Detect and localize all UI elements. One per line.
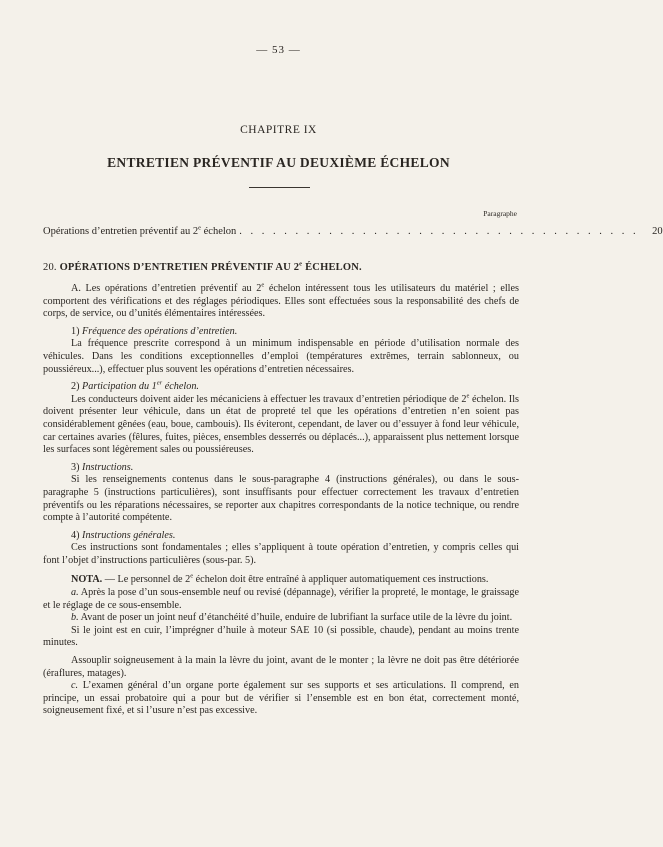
chapter-label: CHAPITRE IX xyxy=(240,124,317,136)
paragraph-nota: NOTA. — Le personnel de 2e échelon doit être entraîné à appliquer automatiquement ces instructions. xyxy=(71,573,489,586)
paragraph-instructions: Si les renseignements contenus dans le sous-paragraphe 4 (instructions générales), ou dans le sous-paragraphe 5 (instructions particulières), sont insuffisants pour effectuer correctement les travaux d’entretien préventifs ou les réparations nécessaires, se reporter aux chapitres correspondants de la notice technique, ou rendre compte à l’autorité compétente. xyxy=(43,474,519,524)
paragraph-intro: A. Les opérations d’entretien préventif au 2e échelon intéressent tous les utilisateurs du matériel ; elles comportent des vérifications et des réglages périodiques. Elles sont effectuées sous la responsabilité des chefs de corps, de service, ou d’unités élémentaires intéressées. xyxy=(43,281,519,320)
subheading-instructions: 3) Instructions. xyxy=(71,461,134,473)
subheading-participation: 2) Participation du 1er échelon. xyxy=(71,379,199,393)
toc-leader-dots: . . . . . . . . . . . . . . . . . . . . . . . . . . . . . . . . . . . . xyxy=(239,226,639,237)
section-heading xyxy=(43,262,362,273)
toc-entry-label: Opérations d’entretien préventif au 2e échelon xyxy=(43,224,237,237)
section-title: OPÉRATIONS D’ENTRETIEN PRÉVENTIF AU 2e ÉCHELON. xyxy=(59,260,362,273)
section-number: 20. xyxy=(43,262,57,273)
title-divider xyxy=(249,187,310,188)
toc-entry-number: 20 xyxy=(652,226,663,237)
paragraph-b: b. Avant de poser un joint neuf d’étanchéité d’huile, enduire de lubrifiant la surface utile de la lèvre du joint. xyxy=(71,612,513,624)
paragraph-instructions-generales: Ces instructions sont fondamentales ; elles s’appliquent à toute opération d’entretien, y compris celles qui font l’objet d’instructions particulières (sous-par. 5). xyxy=(43,542,519,566)
toc-column-header: Paragraphe xyxy=(483,209,517,218)
page-number: — 53 — xyxy=(256,44,301,56)
paragraph-b-assouplir: Assouplir soigneusement à la main la lèvre du joint, avant de le monter ; la lèvre ne doit pas être détériorée (éraflures, matages). xyxy=(43,655,519,679)
subheading-instructions-generales: 4) Instructions générales. xyxy=(71,529,176,541)
toc-entry xyxy=(43,224,663,237)
subheading-frequence: 1) Fréquence des opérations d’entretien. xyxy=(71,325,238,337)
paragraph-c: c. L’examen général d’un organe porte également sur ses supports et ses articulations. Il comprend, en principe, un essai probatoire qui a pour but de vérifier si l’ensemble est en bon état, correctement monté, soigneusement fixé, et si l’usure n’est pas excessive. xyxy=(43,680,519,717)
paragraph-a: a. Après la pose d’un sous-ensemble neuf ou revisé (dépannage), vérifier la propreté, le montage, le graissage et le réglage de ce sous-ensemble. xyxy=(43,587,519,611)
body-text xyxy=(43,283,519,718)
chapter-title: ENTRETIEN PRÉVENTIF AU DEUXIÈME ÉCHELON xyxy=(107,155,450,170)
paragraph-frequence: La fréquence prescrite correspond à un minimum indispensable en période d’utilisation normale des véhicules. Dans les conditions exceptionnelles d’emploi (températures extrêmes, terrain sablonneux, ou poussiéreux...), effectuer plus souvent les opérations d’entretien nécessaires. xyxy=(43,338,519,375)
paragraph-b-cuir: Si le joint est en cuir, l’imprégner d’huile à moteur SAE 10 (si possible, chaude), pendant au moins trente minutes. xyxy=(43,624,519,649)
paragraph-participation: Les conducteurs doivent aider les mécaniciens à effectuer les travaux d’entretien périodique de 2e échelon. Ils doivent présenter leur véhicule, dans un état de propreté tel que les opérations d’entretien n’en soient pas considérablement gênées (eau, boue, cambouis). Ils éviteront, cependant, de laver ou d’essuyer à fond leur véhicule, car certaines avaries (fêlures, fuites, pièces, ensembles desserrés ou déplacés...), apparaissent plus nettement lorsque les surfaces sont légèrement sales ou poussiéreuses. xyxy=(43,392,519,456)
